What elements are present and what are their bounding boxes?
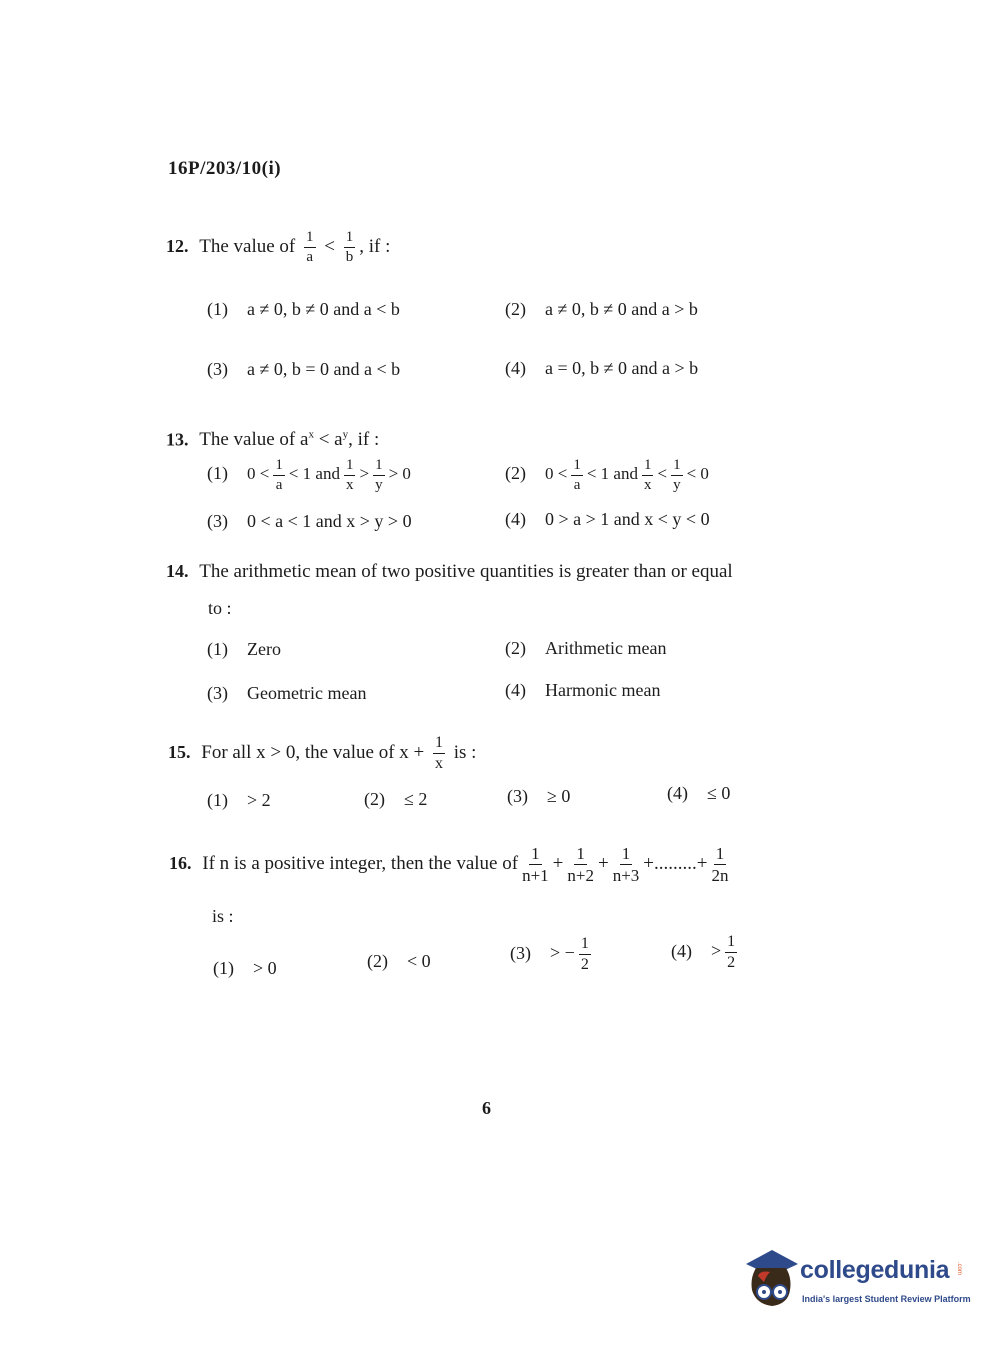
option-15-4[interactable] bbox=[667, 783, 730, 804]
option-13-4[interactable] bbox=[505, 509, 710, 530]
fraction-1-over-a: $\frac{1}{a}$ bbox=[306, 229, 314, 265]
collegedunia-logo bbox=[742, 1246, 972, 1316]
question-number: 12. bbox=[166, 235, 189, 256]
less-than-sign: < bbox=[324, 235, 335, 257]
option-16-3[interactable] bbox=[510, 936, 595, 973]
series-term-3: $\frac{1}{n+3}$ bbox=[612, 844, 640, 885]
option-text: Geometric mean bbox=[247, 683, 367, 703]
logo-tagline: India's largest Student Review Platform bbox=[802, 1294, 971, 1304]
option-text: ≤ 0 bbox=[707, 783, 731, 803]
option-number: (3) bbox=[207, 511, 228, 531]
option-text: a = 0, b ≠ 0 and a > b bbox=[545, 358, 699, 378]
option-number: (3) bbox=[207, 359, 228, 379]
question-number: 15. bbox=[168, 741, 191, 762]
question-text: For all x > 0, the value of x + bbox=[201, 741, 425, 763]
option-number: (4) bbox=[667, 783, 688, 803]
question-12 bbox=[166, 230, 390, 265]
option-15-2[interactable] bbox=[364, 789, 427, 810]
option-text: Zero bbox=[247, 639, 281, 659]
option-14-3[interactable] bbox=[207, 683, 366, 704]
logo-wordmark: collegedunia bbox=[800, 1256, 950, 1284]
option-number: (2) bbox=[364, 789, 385, 809]
option-number: (4) bbox=[505, 509, 526, 529]
option-16-2[interactable] bbox=[367, 951, 431, 972]
option-14-1[interactable] bbox=[207, 639, 281, 660]
option-number: (1) bbox=[207, 299, 228, 319]
series-term-1: $\frac{1}{n+1}$ bbox=[522, 844, 549, 885]
fraction-1-over-b: $\frac{1}{b}$ bbox=[345, 229, 354, 265]
option-text: > 2 bbox=[247, 790, 271, 810]
paper-code: 16P/203/10(i) bbox=[168, 158, 282, 179]
option-14-4[interactable] bbox=[505, 680, 660, 701]
question-number: 16. bbox=[169, 852, 192, 873]
question-text: The value of bbox=[199, 235, 296, 257]
mascot-icon bbox=[742, 1246, 800, 1312]
fraction-1-over-x: $\frac{1}{x}$ bbox=[435, 734, 443, 772]
question-14 bbox=[166, 561, 733, 583]
question-number: 14. bbox=[166, 561, 189, 581]
series-term-2: $\frac{1}{n+2}$ bbox=[567, 844, 594, 885]
option-13-2[interactable] bbox=[505, 458, 709, 493]
option-12-3[interactable] bbox=[207, 359, 400, 380]
option-14-2[interactable] bbox=[505, 638, 666, 659]
option-prefix: > bbox=[711, 940, 722, 961]
fraction-1-over-2: $\frac{1}{2}$ bbox=[727, 933, 736, 971]
option-text: ≤ 2 bbox=[404, 789, 428, 809]
option-13-1[interactable] bbox=[207, 458, 411, 493]
option-12-4[interactable] bbox=[505, 358, 698, 379]
option-number: (1) bbox=[207, 463, 228, 484]
option-12-2[interactable] bbox=[505, 299, 698, 320]
fraction-1-over-2: $\frac{1}{2}$ bbox=[580, 935, 589, 973]
option-expression: 0 < $\frac{1}{a}$ < 1 and $\frac{1}{x}$ > $\frac{1}{y}$ > 0 bbox=[247, 457, 411, 493]
option-number: (1) bbox=[207, 790, 228, 810]
option-text: Arithmetic mean bbox=[545, 638, 667, 658]
question-text: The arithmetic mean of two positive quantities is greater than or equal bbox=[199, 561, 733, 582]
option-text: a ≠ 0, b = 0 and a < b bbox=[247, 359, 401, 379]
option-number: (2) bbox=[367, 951, 388, 971]
option-number: (2) bbox=[505, 299, 526, 319]
question-15 bbox=[168, 735, 476, 772]
option-number: (3) bbox=[507, 786, 528, 806]
option-expression: 0 < $\frac{1}{a}$ < 1 and $\frac{1}{x}$ < $\frac{1}{y}$ < 0 bbox=[545, 457, 709, 493]
question-14-continuation: to : bbox=[208, 598, 232, 618]
series-term-last: $\frac{1}{2n}$ bbox=[711, 844, 729, 885]
plus-sign: + bbox=[552, 852, 564, 874]
question-text: If n is a positive integer, then the value of bbox=[202, 852, 519, 874]
option-number: (3) bbox=[207, 683, 228, 703]
option-number: (2) bbox=[505, 638, 526, 658]
question-text-end: , if : bbox=[359, 235, 391, 257]
option-number: (4) bbox=[505, 680, 526, 700]
question-text-end: is : bbox=[453, 741, 477, 763]
question-text: The value of $a^x < a^y$, if : bbox=[199, 429, 380, 451]
option-prefix: > − bbox=[550, 942, 575, 963]
option-number: (1) bbox=[213, 958, 234, 978]
option-number: (4) bbox=[671, 940, 692, 961]
option-16-4[interactable] bbox=[671, 934, 741, 971]
option-text: < 0 bbox=[407, 951, 431, 971]
question-13 bbox=[166, 429, 379, 451]
option-number: (3) bbox=[510, 942, 531, 963]
option-text: ≥ 0 bbox=[547, 786, 571, 806]
option-text: > 0 bbox=[253, 958, 277, 978]
option-text: 0 < a < 1 and x > y > 0 bbox=[247, 511, 412, 531]
plus-sign: + bbox=[597, 852, 609, 874]
question-number: 13. bbox=[166, 429, 189, 450]
option-12-1[interactable] bbox=[207, 299, 400, 320]
option-number: (2) bbox=[505, 463, 526, 484]
option-text: a ≠ 0, b ≠ 0 and a < b bbox=[247, 299, 400, 319]
option-text: Harmonic mean bbox=[545, 680, 661, 700]
question-16 bbox=[169, 845, 732, 884]
option-15-1[interactable] bbox=[207, 790, 271, 811]
question-16-continuation: is : bbox=[212, 906, 234, 926]
option-text: a ≠ 0, b ≠ 0 and a > b bbox=[545, 299, 698, 319]
option-15-3[interactable] bbox=[507, 786, 570, 807]
option-16-1[interactable] bbox=[213, 958, 277, 979]
option-number: (4) bbox=[505, 358, 526, 378]
page-number: 6 bbox=[482, 1098, 491, 1118]
option-13-3[interactable] bbox=[207, 511, 412, 532]
logo-domain-suffix: .com bbox=[956, 1262, 962, 1276]
option-number: (1) bbox=[207, 639, 228, 659]
series-ellipsis: +.........+ bbox=[643, 852, 708, 874]
option-text: 0 > a > 1 and x < y < 0 bbox=[545, 509, 710, 529]
